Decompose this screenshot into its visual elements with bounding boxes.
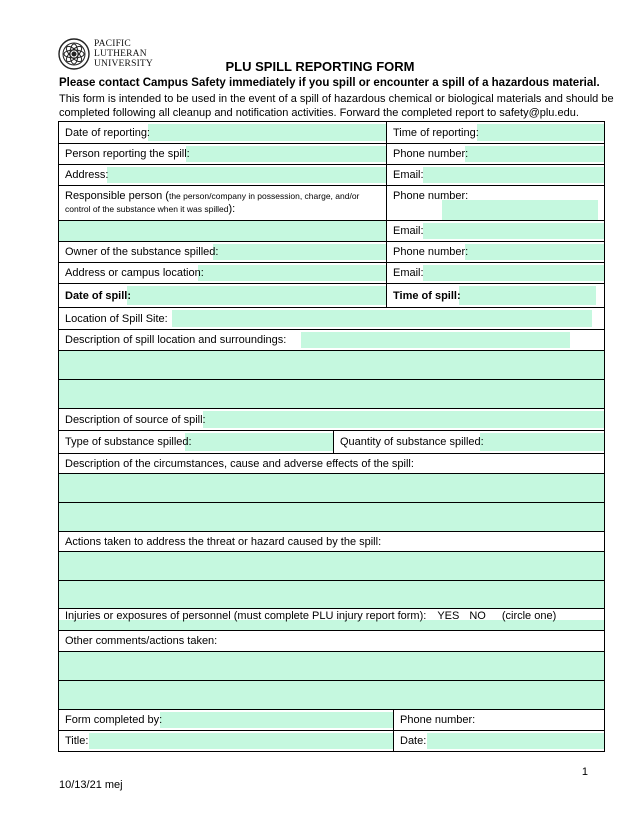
phone-number-field[interactable] [465,146,604,162]
campus-location-cell: Address or campus location: [59,263,386,283]
logo-wordmark: PACIFIC LUTHERAN UNIVERSITY [94,39,153,69]
date-of-spill-field[interactable] [127,286,386,305]
date-of-spill-cell: Date of spill: [59,284,386,307]
description-source-field[interactable] [203,411,604,428]
time-of-reporting-field[interactable] [477,124,604,141]
responsible-person-cell: Responsible person (the person/company in possession, charge, and/or control of the substance when it was spilled): [65,190,360,215]
circumstances-area-1[interactable] [59,473,604,502]
email-cell: Email: [386,165,604,185]
location-of-spill-field[interactable] [172,310,592,327]
person-reporting-cell: Person reporting the spill: [59,144,386,164]
description-location-field [301,332,570,348]
completed-phone-cell: Phone number: [393,710,604,730]
form-row [59,531,604,551]
form-row [59,730,604,751]
no-option[interactable]: NO [469,610,486,622]
form-completed-by-cell: Form completed by: [59,710,393,730]
injuries-cell: Injuries or exposures of personnel (must complete PLU injury report form): YES NO (circle one) [59,609,604,630]
owner-field[interactable] [213,244,386,260]
quantity-cell: Quantity of substance spilled: [333,431,604,453]
title-field[interactable] [89,733,393,749]
location-of-spill-cell: Location of Spill Site: [59,308,604,329]
form-row [59,262,604,283]
responsible-email-cell: Email: [386,221,604,241]
actions-area-1[interactable] [59,551,604,580]
description-source-cell: Description of source of spill: [59,409,604,430]
form-title: PLU SPILL REPORTING FORM [225,59,415,74]
owner-phone-field[interactable] [465,244,604,260]
time-of-spill-field[interactable] [459,286,596,305]
form-row [59,329,604,350]
form-row [59,430,604,453]
form-row [59,307,604,329]
title-cell: Title: [59,731,393,751]
form-row [59,220,604,241]
description-circumstances-cell: Description of the circumstances, cause and adverse effects of the spill: [65,457,414,470]
circumstances-area-2[interactable] [59,502,604,531]
form-row [59,185,604,220]
spill-report-form [58,121,605,752]
address-cell: Address: [59,165,386,185]
owner-cell: Owner of the substance spilled: [59,242,386,262]
form-row [59,453,604,473]
form-row [59,709,604,730]
form-completed-by-field[interactable] [160,712,393,728]
form-row [59,408,604,430]
description-location-area-1[interactable] [59,350,604,379]
person-reporting-field[interactable] [186,146,386,162]
responsible-person-field[interactable] [59,221,386,241]
phone-cell: Phone number: [386,144,604,164]
quantity-field[interactable] [480,433,604,451]
owner-email-field[interactable] [423,265,604,281]
date-of-reporting-field[interactable] [148,124,386,141]
form-row [59,143,604,164]
responsible-email-field[interactable] [423,223,604,239]
actions-area-2[interactable] [59,580,604,608]
actions-taken-cell: Actions taken to address the threat or hazard caused by the spill: [65,535,382,548]
form-row [59,608,604,630]
form-row [59,283,604,307]
date-of-reporting-cell: Date of reporting: [59,122,386,143]
other-comments-cell: Other comments/actions taken: [65,635,218,647]
other-comments-area-1[interactable] [59,651,604,680]
responsible-phone-cell: Phone number: [386,186,604,220]
type-of-substance-field[interactable] [185,433,333,451]
page-number: 1 [581,766,588,778]
address-field[interactable] [107,167,386,183]
other-comments-area-2[interactable] [59,680,604,709]
owner-email-cell: Email: [386,263,604,283]
form-row [59,164,604,185]
description-location-area-2[interactable] [59,379,604,408]
form-row [59,241,604,262]
form-instructions: This form is intended to be used in the event of a spill of hazardous chemical or biological materials and should be completed following all cleanup and notification activities. Forward the completed report to safety@plu.edu. [59,93,614,119]
time-of-spill-cell: Time of spill: [386,284,604,307]
description-location-cell: Description of spill location and surroundings: [59,330,604,350]
safety-notice: Please contact Campus Safety immediately if you spill or encounter a spill of a hazardous material. [59,77,600,89]
date-field[interactable] [427,733,604,749]
owner-phone-cell: Phone number: [386,242,604,262]
type-of-substance-cell: Type of substance spilled: [59,431,333,453]
form-row [59,122,604,143]
date-cell: Date: [393,731,604,751]
campus-location-field[interactable] [198,265,386,281]
revision-note: 10/13/21 mej [59,779,123,791]
form-row [59,630,604,651]
time-of-reporting-cell: Time of reporting: [386,122,604,143]
yes-option[interactable]: YES [437,610,460,622]
responsible-phone-field[interactable] [442,200,598,220]
email-field[interactable] [423,167,604,183]
